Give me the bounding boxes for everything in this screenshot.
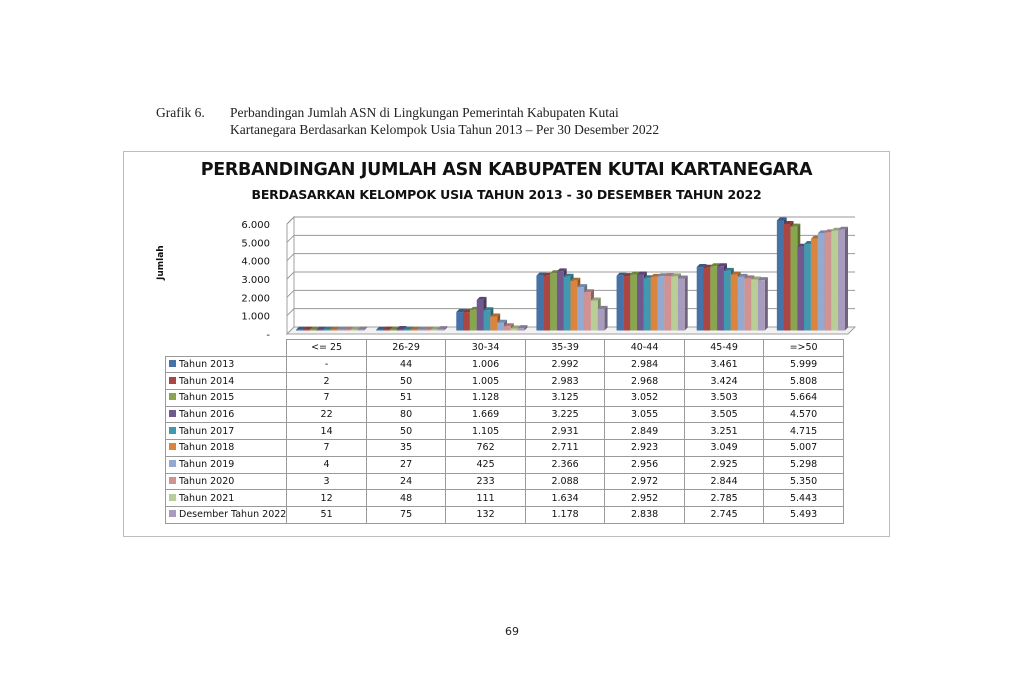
- table-row: [166, 406, 844, 423]
- bar-front: [303, 330, 310, 331]
- data-label: 1.128: [446, 390, 526, 407]
- data-label: 111: [446, 490, 526, 507]
- y-tick-label: 4.000: [241, 256, 270, 268]
- data-label: 1.105: [446, 423, 526, 440]
- data-label: 2.968: [605, 373, 685, 390]
- bar-front: [825, 232, 832, 330]
- data-label: 2.984: [605, 356, 685, 373]
- bar-front: [417, 330, 424, 331]
- page-number: 69: [505, 625, 519, 638]
- bar-front: [344, 330, 351, 331]
- legend-label: Tahun 2017: [179, 425, 235, 437]
- y-tick-label: 1.000: [241, 311, 270, 323]
- bar-front: [490, 317, 497, 331]
- data-label: 51: [366, 390, 446, 407]
- y-axis-label: Jumlah: [156, 245, 166, 280]
- figure-caption-line-2: Kartanegara Berdasarkan Kelompok Usia Tahun 2013 – Per 30 Desember 2022: [230, 122, 660, 137]
- category-label: <= 25: [287, 340, 367, 357]
- category-label: =>50: [764, 340, 844, 357]
- data-label: 2.785: [684, 490, 764, 507]
- data-label: 425: [446, 456, 526, 473]
- bar-front: [831, 231, 838, 331]
- legend-swatch-icon: [169, 360, 176, 367]
- data-label: 75: [366, 506, 446, 523]
- bar: [598, 306, 608, 331]
- bar-front: [751, 279, 758, 330]
- bar-front: [550, 273, 557, 330]
- bar-front: [644, 278, 651, 330]
- legend-entry: [166, 423, 287, 440]
- data-label: 2.983: [525, 373, 605, 390]
- legend-label: Tahun 2014: [179, 375, 235, 387]
- legend-swatch-icon: [169, 377, 176, 384]
- data-label: 48: [366, 490, 446, 507]
- y-tick-label: 2.000: [241, 293, 270, 305]
- data-label: 2.844: [684, 473, 764, 490]
- bar-front: [710, 266, 717, 330]
- y-tick-label: 6.000: [241, 220, 270, 231]
- bar-front: [804, 244, 811, 330]
- data-label: 1.669: [446, 406, 526, 423]
- table-row: [166, 373, 844, 390]
- figure-caption-label: Grafik 6.: [156, 105, 205, 120]
- data-label: 7: [287, 390, 367, 407]
- data-label: 3.503: [684, 390, 764, 407]
- legend-swatch-icon: [169, 443, 176, 450]
- bar-front: [437, 329, 444, 330]
- gridline: [287, 254, 855, 261]
- legend-entry: [166, 456, 287, 473]
- bar-front: [671, 276, 678, 330]
- bar-front: [571, 281, 578, 331]
- bar-front: [536, 276, 543, 331]
- bar-front: [463, 312, 470, 330]
- data-label: 2: [287, 373, 367, 390]
- bar-front: [598, 309, 605, 331]
- data-label: 2.088: [525, 473, 605, 490]
- legend-entry: [166, 506, 287, 523]
- chart-subtitle: BERDASARKAN KELOMPOK USIA TAHUN 2013 - 30 DESEMBER TAHUN 2022: [251, 187, 762, 202]
- bar-front: [470, 310, 477, 331]
- legend-swatch-icon: [169, 477, 176, 484]
- table-row: [166, 506, 844, 523]
- chart-title: PERBANDINGAN JUMLAH ASN KABUPATEN KUTAI KARTANEGARA: [200, 160, 813, 180]
- bar-front: [797, 247, 804, 331]
- data-label: 2.366: [525, 456, 605, 473]
- data-label: 22: [287, 406, 367, 423]
- data-label: 5.664: [764, 390, 844, 407]
- bar-front: [296, 330, 303, 331]
- data-label: 12: [287, 490, 367, 507]
- bar-side: [845, 227, 848, 331]
- bar-front: [316, 330, 323, 331]
- data-label: 7: [287, 440, 367, 457]
- data-label: 3.505: [684, 406, 764, 423]
- bar-front: [630, 275, 637, 331]
- bar-front: [811, 239, 818, 331]
- figure-caption-line-1: Perbandingan Jumlah ASN di Lingkungan Pemerintah Kabupaten Kutai: [230, 105, 619, 120]
- data-label: 1.005: [446, 373, 526, 390]
- category-label: 35-39: [525, 340, 605, 357]
- bar-front: [518, 328, 525, 330]
- data-label: 44: [366, 356, 446, 373]
- bar-front: [557, 271, 564, 330]
- bar-front: [397, 329, 404, 330]
- bar-side: [765, 277, 768, 330]
- bar-front: [777, 221, 784, 331]
- legend-entry: [166, 440, 287, 457]
- bar-front: [657, 276, 664, 330]
- bar-front: [758, 280, 765, 330]
- data-label: 2.745: [684, 506, 764, 523]
- bar-front: [697, 267, 704, 330]
- data-label: 27: [366, 456, 446, 473]
- category-label: 30-34: [446, 340, 526, 357]
- data-label: 2.849: [605, 423, 685, 440]
- bar-front: [337, 330, 344, 331]
- bar-front: [383, 330, 390, 331]
- bar-front: [497, 323, 504, 331]
- legend-label: Tahun 2019: [179, 459, 235, 471]
- bar-front: [543, 276, 550, 331]
- data-label: 3.225: [525, 406, 605, 423]
- data-label: 51: [287, 506, 367, 523]
- legend-swatch-icon: [169, 393, 176, 400]
- data-label: 3.251: [684, 423, 764, 440]
- bar-front: [724, 271, 731, 331]
- legend-entry: [166, 373, 287, 390]
- legend-label: Tahun 2016: [179, 409, 235, 421]
- bar-front: [310, 330, 317, 331]
- bar-front: [376, 330, 383, 331]
- data-label: 50: [366, 373, 446, 390]
- data-label: -: [287, 356, 367, 373]
- data-label: 1.634: [525, 490, 605, 507]
- data-label: 5.350: [764, 473, 844, 490]
- data-label: 5.999: [764, 356, 844, 373]
- bar-front: [456, 312, 463, 330]
- legend-label: Tahun 2020: [179, 475, 235, 487]
- bar-front: [330, 330, 337, 331]
- legend-label: Tahun 2015: [179, 392, 235, 404]
- y-tick-label: 5.000: [241, 238, 270, 250]
- bar-front: [838, 230, 845, 331]
- bar-front: [651, 277, 658, 331]
- data-label: 3.055: [605, 406, 685, 423]
- bar-front: [678, 278, 685, 330]
- data-label: 3.052: [605, 390, 685, 407]
- data-label: 3.125: [525, 390, 605, 407]
- data-label: 3.424: [684, 373, 764, 390]
- table-header-row: [166, 340, 844, 357]
- bars: [296, 218, 848, 331]
- legend-label: Tahun 2018: [179, 442, 235, 454]
- data-label: 1.178: [525, 506, 605, 523]
- bar-front: [357, 330, 364, 331]
- data-label: 35: [366, 440, 446, 457]
- bar-front: [784, 224, 791, 330]
- legend-entry: [166, 473, 287, 490]
- bar-front: [584, 292, 591, 330]
- table-corner-cell: [166, 340, 287, 357]
- data-label: 2.838: [605, 506, 685, 523]
- bar-side: [605, 306, 608, 331]
- data-label: 2.931: [525, 423, 605, 440]
- bar-front: [637, 274, 644, 330]
- data-label: 80: [366, 406, 446, 423]
- bar-front: [617, 276, 624, 331]
- bar-front: [744, 278, 751, 330]
- data-table: [165, 339, 844, 524]
- y-tick-label: -: [266, 330, 270, 341]
- bar: [838, 227, 848, 331]
- legend-label: Tahun 2021: [179, 492, 235, 504]
- y-tick-labels: [241, 220, 270, 341]
- data-label: 132: [446, 506, 526, 523]
- legend-swatch-icon: [169, 494, 176, 501]
- table-row: [166, 390, 844, 407]
- bar-front: [818, 233, 825, 330]
- data-label: 14: [287, 423, 367, 440]
- bar-front: [577, 287, 584, 330]
- bar-front: [664, 276, 671, 330]
- table-row: [166, 423, 844, 440]
- legend-entry: [166, 490, 287, 507]
- data-label: 50: [366, 423, 446, 440]
- bar-front: [564, 277, 571, 331]
- data-label: 4.715: [764, 423, 844, 440]
- bar-front: [504, 326, 511, 330]
- table-row: [166, 456, 844, 473]
- table-row: [166, 473, 844, 490]
- bar-front: [351, 330, 358, 331]
- data-label: 5.808: [764, 373, 844, 390]
- legend-swatch-icon: [169, 410, 176, 417]
- gridline: [287, 235, 855, 242]
- bar-front: [477, 300, 484, 331]
- bar-front: [704, 268, 711, 331]
- bar-front: [511, 328, 518, 330]
- data-label: 5.443: [764, 490, 844, 507]
- data-label: 2.972: [605, 473, 685, 490]
- table-row: [166, 440, 844, 457]
- bar: [758, 277, 768, 330]
- data-label: 2.711: [525, 440, 605, 457]
- data-label: 5.007: [764, 440, 844, 457]
- bar-front: [390, 330, 397, 331]
- bar-front: [410, 330, 417, 331]
- table-row: [166, 490, 844, 507]
- legend-entry: [166, 406, 287, 423]
- data-label: 3: [287, 473, 367, 490]
- data-label: 4: [287, 456, 367, 473]
- data-label: 3.049: [684, 440, 764, 457]
- data-label: 1.006: [446, 356, 526, 373]
- category-label: 40-44: [605, 340, 685, 357]
- data-label: 3.461: [684, 356, 764, 373]
- bar-front: [790, 227, 797, 331]
- bar-front: [403, 330, 410, 331]
- category-label: 45-49: [684, 340, 764, 357]
- legend-entry: [166, 356, 287, 373]
- category-label: 26-29: [366, 340, 446, 357]
- legend-swatch-icon: [169, 427, 176, 434]
- y-tick-label: 3.000: [241, 275, 270, 286]
- bar-front: [623, 276, 630, 330]
- data-label: 2.992: [525, 356, 605, 373]
- data-label: 2.956: [605, 456, 685, 473]
- data-label: 5.298: [764, 456, 844, 473]
- bar: [678, 275, 688, 330]
- data-label: 233: [446, 473, 526, 490]
- bar-side: [685, 275, 688, 330]
- legend-swatch-icon: [169, 510, 176, 517]
- data-label: 2.923: [605, 440, 685, 457]
- data-label: 2.952: [605, 490, 685, 507]
- gridline: [287, 217, 855, 224]
- bar-front: [591, 301, 598, 331]
- data-label: 4.570: [764, 406, 844, 423]
- bar-front: [738, 277, 745, 331]
- legend-label: Desember Tahun 2022: [179, 509, 287, 521]
- legend-label: Tahun 2013: [179, 359, 235, 371]
- table-row: [166, 356, 844, 373]
- bar-front: [731, 275, 738, 331]
- bar-front: [484, 310, 491, 330]
- data-label: 24: [366, 473, 446, 490]
- bar-front: [431, 330, 438, 331]
- bar-front: [323, 330, 330, 331]
- data-label: 5.493: [764, 506, 844, 523]
- bar-front: [717, 266, 724, 330]
- legend-entry: [166, 390, 287, 407]
- bar-front: [424, 330, 431, 331]
- data-label: 762: [446, 440, 526, 457]
- data-label: 2.925: [684, 456, 764, 473]
- legend-swatch-icon: [169, 460, 176, 467]
